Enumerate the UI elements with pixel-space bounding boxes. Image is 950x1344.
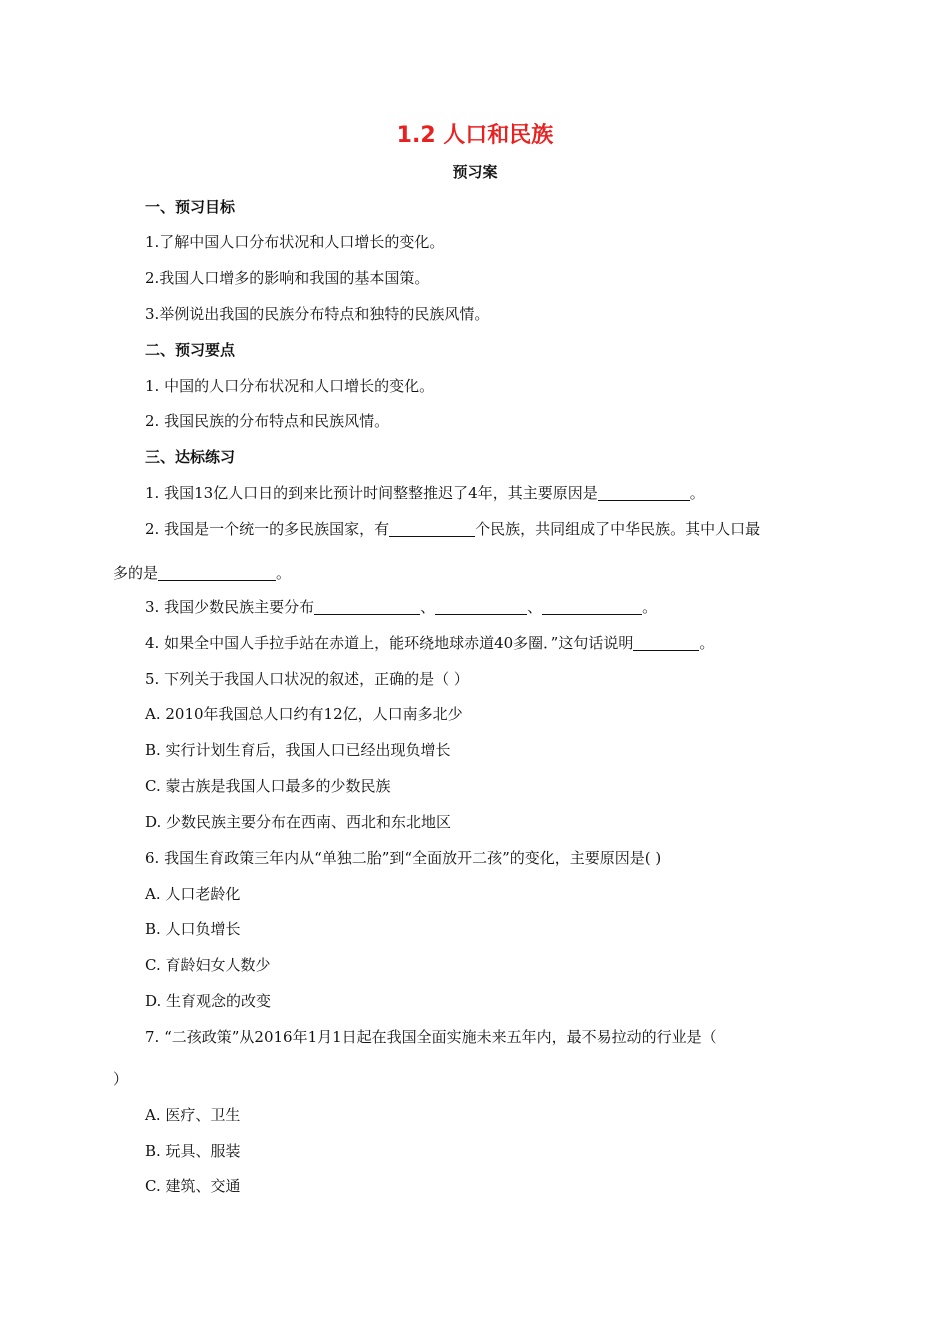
question-text: 。 bbox=[642, 598, 658, 616]
page-title: 1.2 人口和民族 bbox=[396, 123, 554, 148]
option-item[interactable]: A. 人口老龄化 bbox=[145, 885, 241, 903]
point-item: 2. 我国民族的分布特点和民族风情。 bbox=[145, 412, 390, 430]
answer-blank[interactable] bbox=[435, 598, 527, 615]
option-item[interactable]: A. 2010年我国总人口约有12亿，人口南多北少 bbox=[145, 705, 463, 723]
question-text: 、 bbox=[420, 598, 436, 616]
question-6: 6. 我国生育政策三年内从“单独二胎”到“全面放开二孩”的变化，主要原因是( ) bbox=[145, 849, 662, 867]
question-text: 、 bbox=[527, 598, 543, 616]
question-text: 。 bbox=[689, 484, 705, 502]
option-item[interactable]: C. 建筑、交通 bbox=[145, 1177, 241, 1195]
option-item[interactable]: B. 人口负增长 bbox=[145, 920, 241, 938]
question-text: 多的是 bbox=[113, 564, 159, 582]
option-item[interactable]: D. 生育观念的改变 bbox=[145, 992, 272, 1010]
option-item[interactable]: C. 育龄妇女人数少 bbox=[145, 956, 271, 974]
question-1 bbox=[145, 482, 705, 504]
question-7: 7. “二孩政策”从2016年1月1日起在我国全面实施未来五年内，最不易拉动的行业是（ bbox=[145, 1028, 717, 1046]
section-heading-goals: 一、预习目标 bbox=[145, 198, 236, 216]
question-7-continued: ） bbox=[113, 1070, 129, 1088]
question-2 bbox=[145, 518, 760, 540]
option-item[interactable]: A. 医疗、卫生 bbox=[145, 1106, 241, 1124]
question-text: 2. 我国是一个统一的多民族国家，有 bbox=[145, 520, 390, 538]
question-text: 4. 如果全中国人手拉手站在赤道上，能环绕地球赤道40多圈．”这句话说明 bbox=[145, 634, 634, 652]
question-2-continued bbox=[113, 562, 291, 584]
option-item[interactable]: B. 玩具、服装 bbox=[145, 1142, 241, 1160]
answer-blank[interactable] bbox=[598, 484, 690, 501]
goal-item: 1.了解中国人口分布状况和人口增长的变化。 bbox=[145, 233, 445, 251]
section-heading-practice: 三、达标练习 bbox=[145, 448, 236, 466]
option-item[interactable]: B. 实行计划生育后，我国人口已经出现负增长 bbox=[145, 741, 451, 759]
option-item[interactable]: C. 蒙古族是我国人口最多的少数民族 bbox=[145, 777, 391, 795]
answer-blank[interactable] bbox=[314, 598, 420, 615]
question-text: 个民族，共同组成了中华民族。其中人口最 bbox=[475, 520, 761, 538]
answer-blank[interactable] bbox=[542, 598, 642, 615]
answer-blank[interactable] bbox=[389, 520, 475, 537]
question-text: 。 bbox=[276, 564, 292, 582]
question-text: 3. 我国少数民族主要分布 bbox=[145, 598, 315, 616]
goal-item: 3.举例说出我国的民族分布特点和独特的民族风情。 bbox=[145, 305, 490, 323]
answer-blank[interactable] bbox=[158, 564, 276, 581]
question-text: 。 bbox=[699, 634, 715, 652]
goal-item: 2.我国人口增多的影响和我国的基本国策。 bbox=[145, 269, 430, 287]
answer-blank[interactable] bbox=[633, 634, 699, 651]
page-subtitle: 预习案 bbox=[452, 163, 498, 181]
section-heading-points: 二、预习要点 bbox=[145, 341, 236, 359]
question-3 bbox=[145, 596, 657, 618]
point-item: 1. 中国的人口分布状况和人口增长的变化。 bbox=[145, 377, 435, 395]
question-text: 1. 我国13亿人口日的到来比预计时间整整推迟了4年，其主要原因是 bbox=[145, 484, 598, 502]
option-item[interactable]: D. 少数民族主要分布在西南、西北和东北地区 bbox=[145, 813, 452, 831]
question-4 bbox=[145, 632, 714, 654]
question-5: 5. 下列关于我国人口状况的叙述，正确的是（ ） bbox=[145, 670, 469, 688]
